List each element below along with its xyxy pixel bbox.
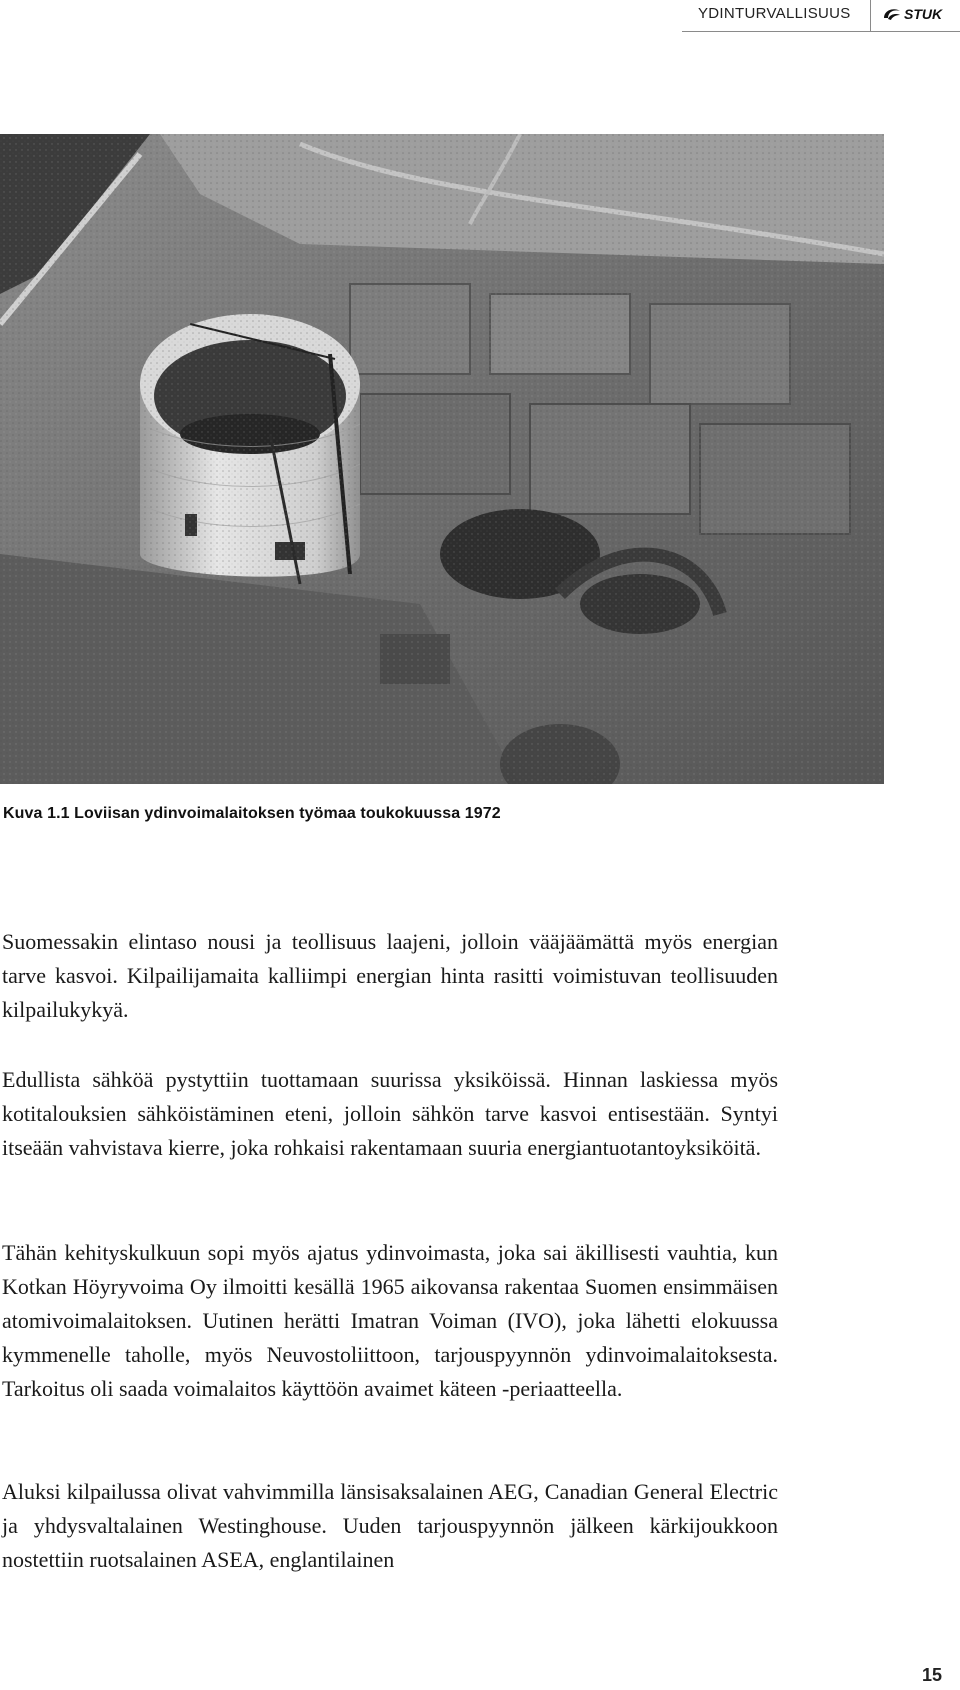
- logo-text: STUK: [904, 6, 943, 22]
- body-paragraph: Suomessakin elintaso nousi ja teollisuus laajeni, jolloin vääjäämättä myös energian tarve kasvoi. Kilpailijamaita kalliimpi energian hinta rasitti voimistuvan teollisuuden kilpailukykyä.: [2, 929, 778, 1022]
- body-paragraph: Aluksi kilpailussa olivat vahvimmilla länsisaksalainen AEG, Canadian General Electric ja yhdysvaltalainen Westinghouse. Uuden tarjouspyynnön jälkeen kärkijoukkoon nostettiin ruotsalainen ASEA, englantilainen: [2, 1479, 778, 1572]
- aerial-photo-illustration: [0, 134, 884, 784]
- stuk-logo: [882, 4, 942, 24]
- body-paragraph: Edullista sähköä pystyttiin tuottamaan suurissa yksiköissä. Hinnan laskiessa myös kotitalouksien sähköistäminen eteni, jolloin sähkön tarve kasvoi entisestään. Syntyi itseään vahvistava kierre, joka rohkaisi rakentamaan suuria energiantuotantoyksiköitä.: [2, 1067, 778, 1160]
- section-title: YDINTURVALLISUUS: [698, 5, 851, 22]
- stuk-swirl-icon: [882, 6, 902, 22]
- running-header: [682, 0, 960, 32]
- page-number: 15: [921, 1665, 942, 1685]
- header-divider: [870, 0, 871, 31]
- body-paragraph: Tähän kehityskulkuun sopi myös ajatus ydinvoimasta, joka sai äkillisesti vauhtia, kun Kotkan Höyryvoima Oy ilmoitti kesällä 1965 aikovansa rakentaa Suomen ensimmäisen atomivoimalaitoksen. Uutinen herätti Imatran Voiman (IVO), joka lähetti elokuussa kymmenelle taholle, myös Neuvostoliittoon, tarjouspyynnön ydinvoimalaitoksesta. Tarkoitus oli saada voimalaitos käyttöön avaimet käteen -periaatteella.: [2, 1240, 778, 1401]
- figure-caption: Kuva 1.1 Loviisan ydinvoimalaitoksen työmaa toukokuussa 1972: [3, 805, 501, 822]
- construction-site-photo: [0, 134, 884, 784]
